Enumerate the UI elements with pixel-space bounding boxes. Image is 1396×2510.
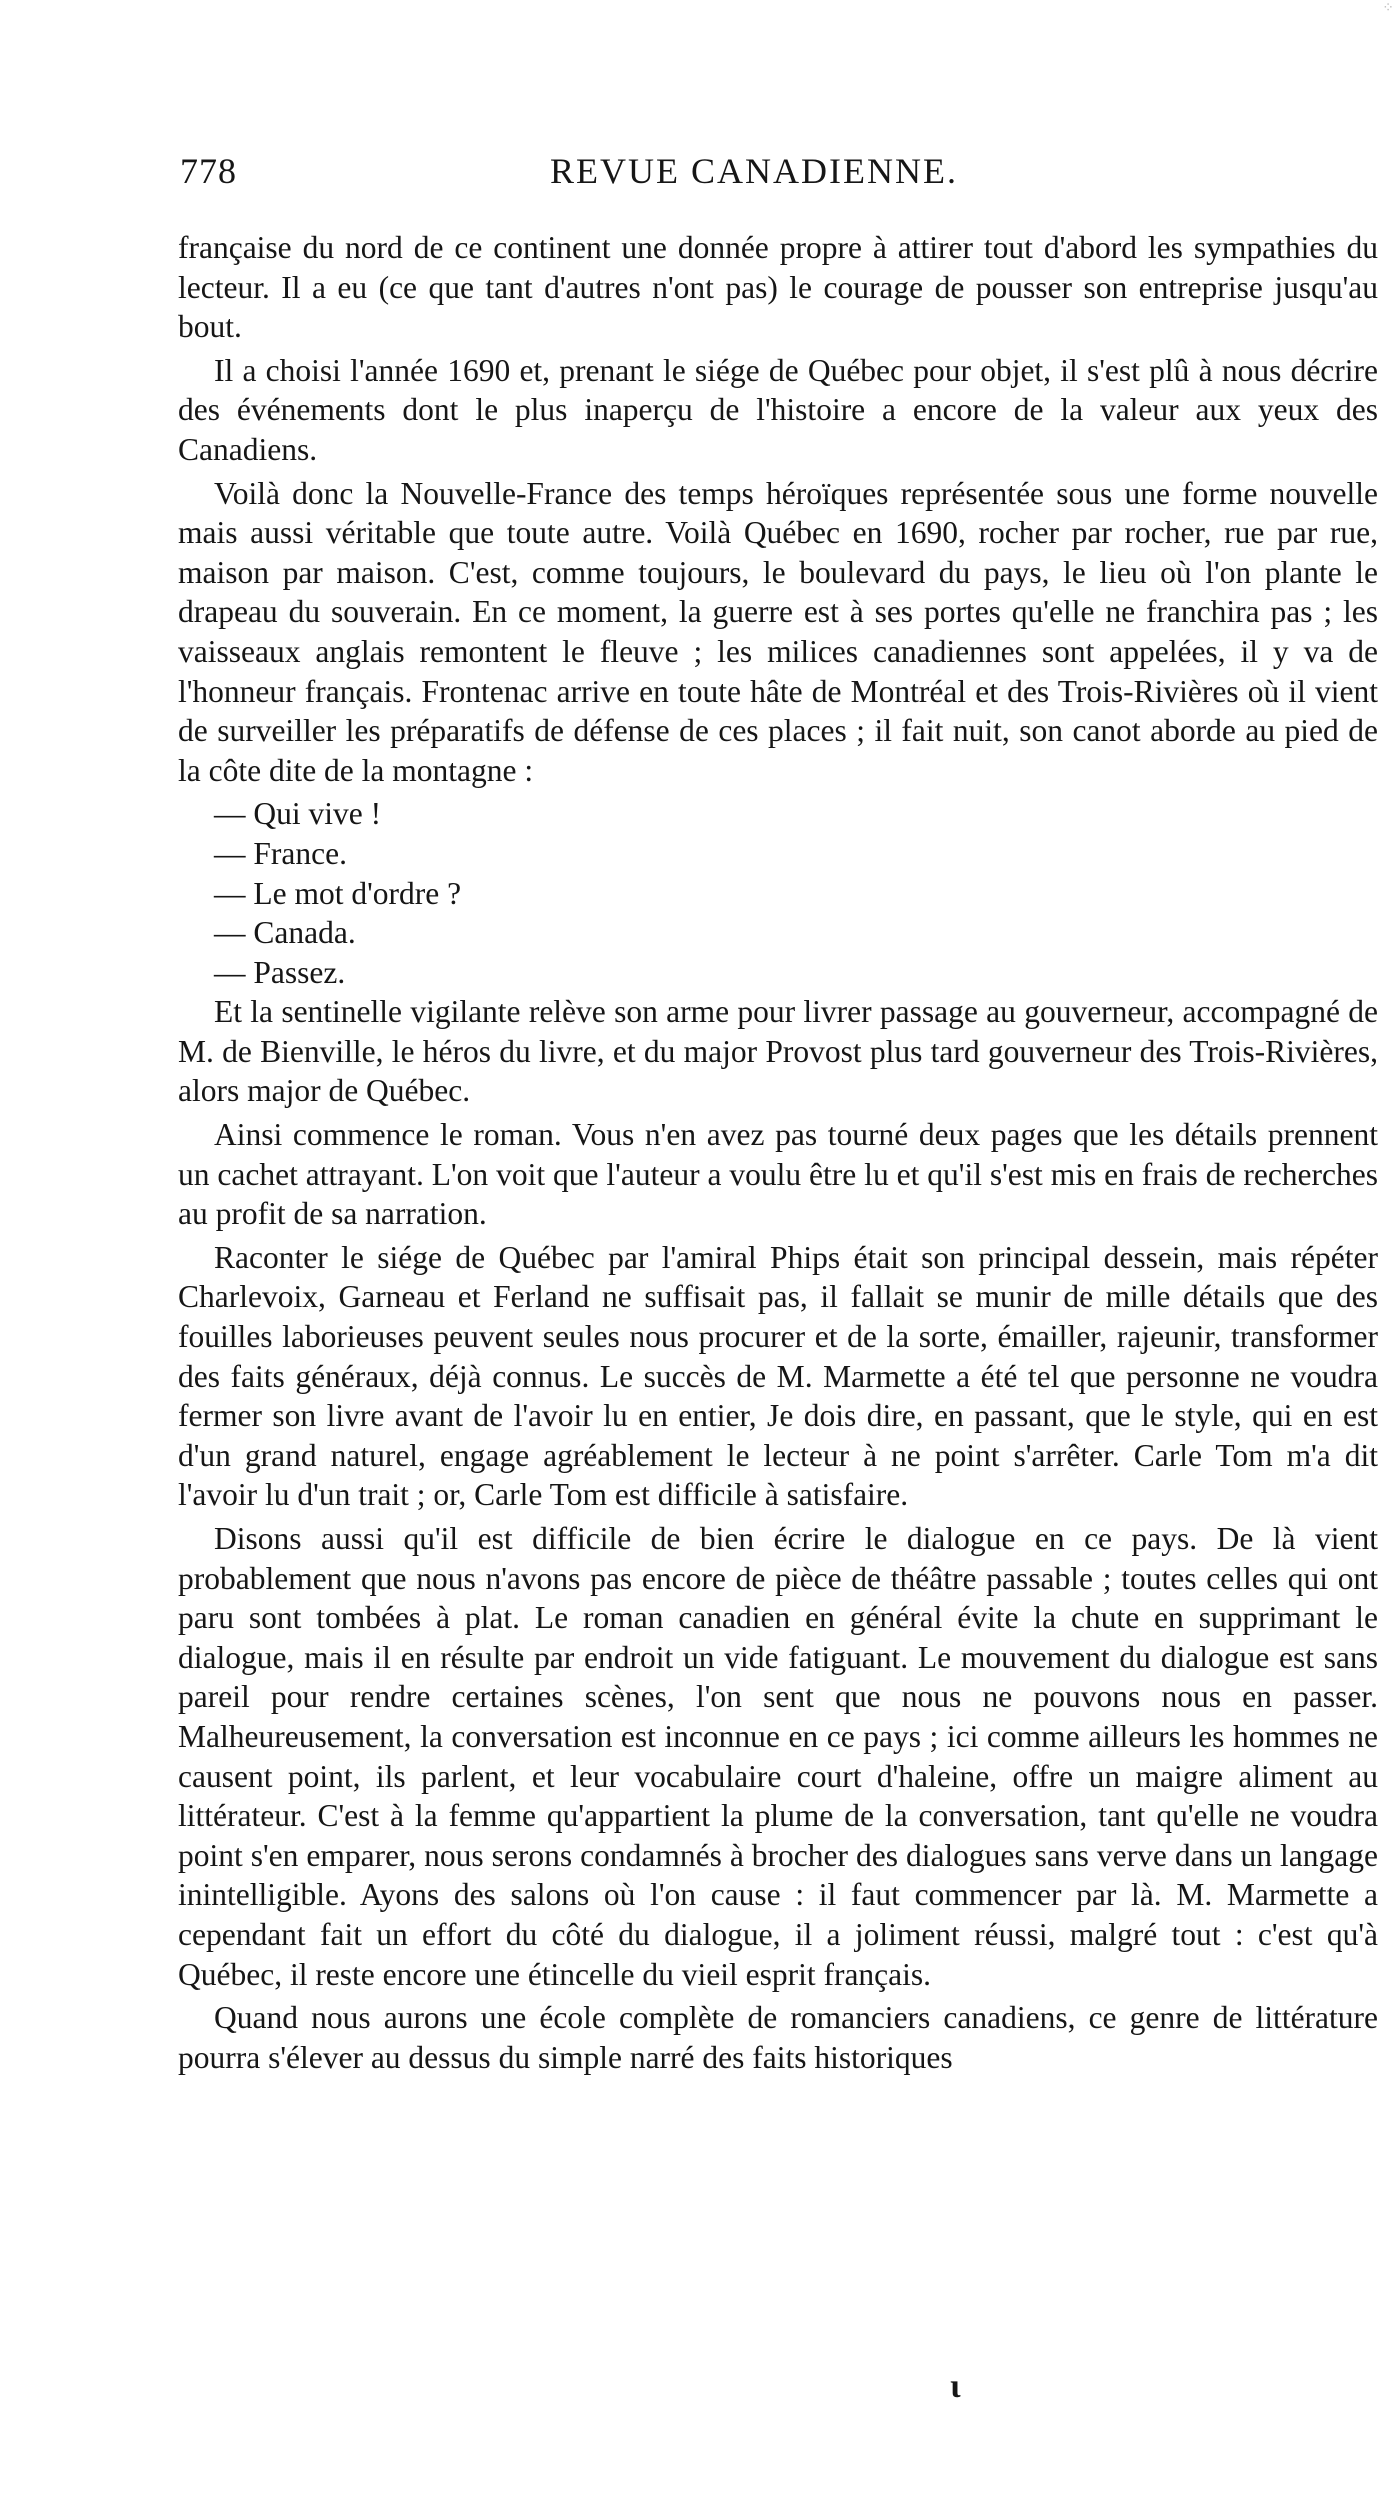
paragraph: Et la sentinelle vigilante relève son arme pour livrer passage au gouverneur, accompagné de M. de Bienville, le héros du livre, et du major Provost plus tard gouverneur des Trois-Rivières, alors major de Québec.	[178, 994, 1378, 1109]
signature-mark: ɩ	[950, 2368, 961, 2405]
page-header	[180, 150, 1220, 210]
dialog-line: — Le mot d'ordre ?	[214, 875, 462, 911]
page-number: 778	[180, 151, 237, 191]
paragraph: Disons aussi qu'il est difficile de bien écrire le dialogue en ce pays. De là vient probablement que nous n'avons pas encore de pièce de théâtre passable ; toutes celles qui ont paru sont tombées à plat. Le roman canadien en général évite la chute en supprimant le dialogue, mais il en résulte par endroit un vide fatiguant. Le mouvement du dialogue est sans pareil pour rendre certaines scènes, l'on sent que nous ne pouvons nous en passer. Malheureusement, la conversation est inconnue en ce pays ; ici comme ailleurs les hommes ne causent point, ils parlent, et leur vocabulaire court d'haleine, offre un maigre aliment au littérateur. C'est à la femme qu'appartient la plume de la conversation, tant qu'elle ne voudra point s'en emparer, nous serons condamnés à brocher des dialogues sans verve dans un langage inintelligible. Ayons des salons où l'on cause : il faut commencer par là. M. Marmette a cependant fait un effort du côté du dialogue, il a joliment réussi, malgré tout : c'est qu'à Québec, il reste encore une étincelle du vieil esprit français.	[178, 1521, 1378, 1992]
paragraph: française du nord de ce continent une donnée propre à attirer tout d'abord les sympathies du lecteur. Il a eu (ce que tant d'autres n'ont pas) le courage de pousser son entreprise jusqu'au bout.	[178, 230, 1378, 345]
running-title: REVUE CANADIENNE.	[550, 151, 958, 191]
dialog-line: — Passez.	[214, 954, 346, 990]
dialog-line: — Canada.	[214, 915, 356, 951]
body-text	[178, 228, 1378, 2081]
dialog-line: — Qui vive !	[214, 796, 382, 832]
paragraph: Quand nous aurons une école complète de romanciers canadiens, ce genre de littérature pourra s'élever au dessus du simple narré des faits historiques	[178, 2000, 1378, 2075]
paragraph: Il a choisi l'année 1690 et, prenant le siége de Québec pour objet, il s'est plû à nous décrire des événements dont le plus inaperçu de l'histoire a encore de la valeur aux yeux des Canadiens.	[178, 352, 1378, 467]
paragraph: Ainsi commence le roman. Vous n'en avez pas tourné deux pages que les détails prennent un cachet attrayant. L'on voit que l'auteur a voulu être lu et qu'il s'est mis en frais de recherches au profit de sa narration.	[178, 1117, 1378, 1232]
paragraph: Voilà donc la Nouvelle-France des temps héroïques représentée sous une forme nouvelle mais aussi véritable que toute autre. Voilà Québec en 1690, rocher par rocher, rue par rue, maison par maison. C'est, comme toujours, le boulevard du pays, le lieu où l'on plante le drapeau du souverain. En ce moment, la guerre est à ses portes qu'elle ne franchira pas ; les vaisseaux anglais remontent le fleuve ; les milices canadiennes sont appelées, il y va de l'honneur français. Frontenac arrive en toute hâte de Montréal et des Trois-Rivières où il vient de surveiller les préparatifs de défense de ces places ; il fait nuit, son canot aborde au pied de la côte dite de la montagne :	[178, 475, 1378, 788]
paragraph: Raconter le siége de Québec par l'amiral Phips était son principal dessein, mais répéter Charlevoix, Garneau et Ferland ne suffisait pas, il fallait se munir de mille détails que des fouilles laborieuses peuvent seules nous procurer et de la sorte, émailler, rajeunir, transformer des faits généraux, déjà connus. Le succès de M. Marmette a été tel que personne ne voudra fermer son livre avant de l'avoir lu en entier, Je dois dire, en passant, que le style, qui en est d'un grand naturel, engage agréablement le lecteur à ne point s'arrêter. Carle Tom m'a dit l'avoir lu d'un trait ; or, Carle Tom est difficile à satisfaire.	[178, 1239, 1378, 1513]
page-corner-speckle: ⁘	[1382, 1, 1392, 16]
dialog-line: — France.	[214, 835, 347, 871]
